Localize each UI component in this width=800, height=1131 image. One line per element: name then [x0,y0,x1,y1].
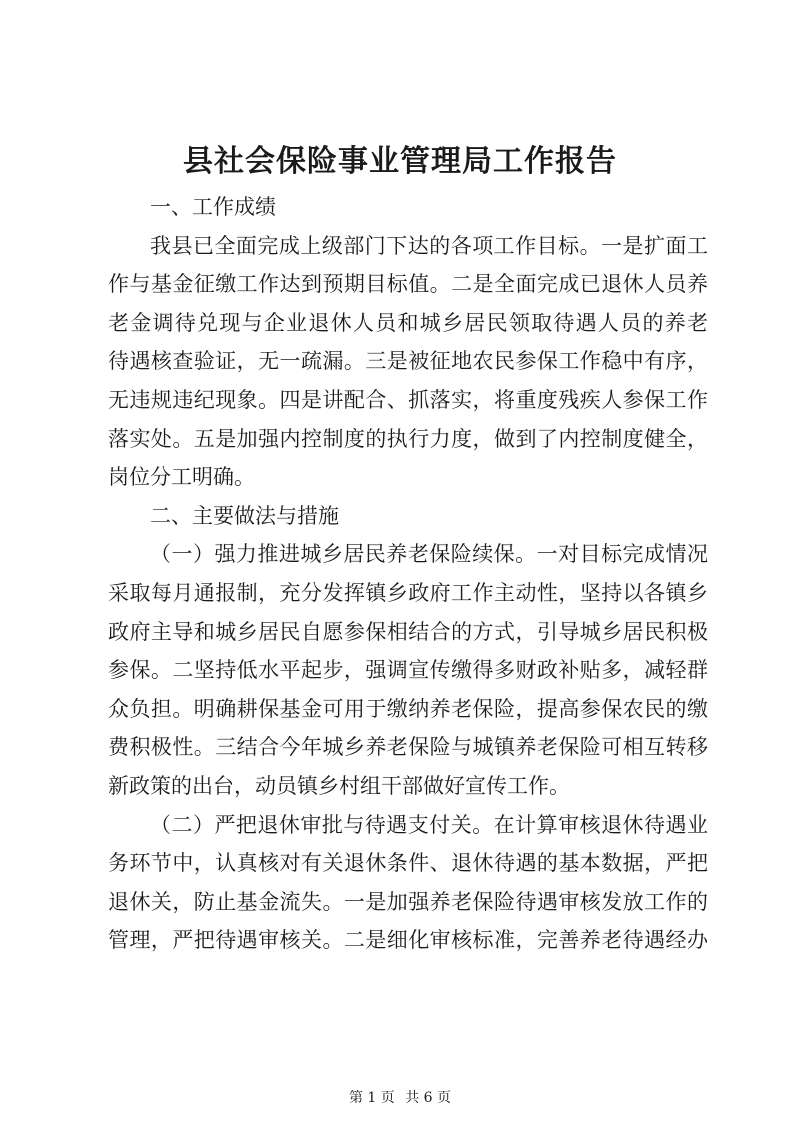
paragraph-line: 参保。二坚持低水平起步，强调宣传缴得多财政补贴多，减轻群 [108,658,708,683]
paragraph-line: 我县已全面完成上级部门下达的各项工作目标。一是扩面工 [150,233,708,258]
document-title: 县社会保险事业管理局工作报告 [183,144,617,179]
paragraph-line: 务环节中，认真核对有关退休条件、退休待遇的基本数据，严把 [108,851,708,876]
paragraph-line: 政府主导和城乡居民自愿参保相结合的方式，引导城乡居民积极 [108,619,708,644]
paragraph-line: 岗位分工明确。 [108,465,255,490]
paragraph-line: 无违规违纪现象。四是讲配合、抓落实，将重度残疾人参保工作 [108,387,708,412]
paragraph-line: 新政策的出台，动员镇乡村组干部做好宣传工作。 [108,773,570,798]
paragraph-line: 采取每月通报制，充分发挥镇乡政府工作主动性，坚持以各镇乡 [108,580,708,605]
page-number: 第 1 页 [348,1090,395,1106]
paragraph-line: （二）严把退休审批与待遇支付关。在计算审核退休待遇业 [150,812,708,837]
paragraph-line: 老金调待兑现与企业退休人员和城乡居民领取待遇人员的养老 [108,310,708,335]
paragraph-line: 退休关，防止基金流失。一是加强养老保险待遇审核发放工作的 [108,889,708,914]
paragraph-line: 管理，严把待遇审核关。二是细化审核标准，完善养老待遇经办 [108,928,708,953]
paragraph-line: 落实处。五是加强内控制度的执行力度，做到了内控制度健全， [108,426,708,451]
paragraph-line: 费积极性。三结合今年城乡养老保险与城镇养老保险可相互转移 [108,735,708,760]
paragraph-line: 待遇核查验证，无一疏漏。三是被征地农民参保工作稳中有序， [108,349,708,374]
page-footer [0,1087,800,1107]
section-heading: 一、工作成绩 [150,195,276,219]
section-heading: 二、主要做法与措施 [150,503,339,528]
paragraph-line: 众负担。明确耕保基金可用于缴纳养老保险，提高参保农民的缴 [108,696,708,721]
page-total: 共 6 页 [405,1090,452,1106]
document-body [108,188,708,960]
paragraph-line: （一）强力推进城乡居民养老保险续保。一对目标完成情况 [150,542,708,567]
paragraph-line: 作与基金征缴工作达到预期目标值。二是全面完成已退休人员养 [108,272,708,297]
